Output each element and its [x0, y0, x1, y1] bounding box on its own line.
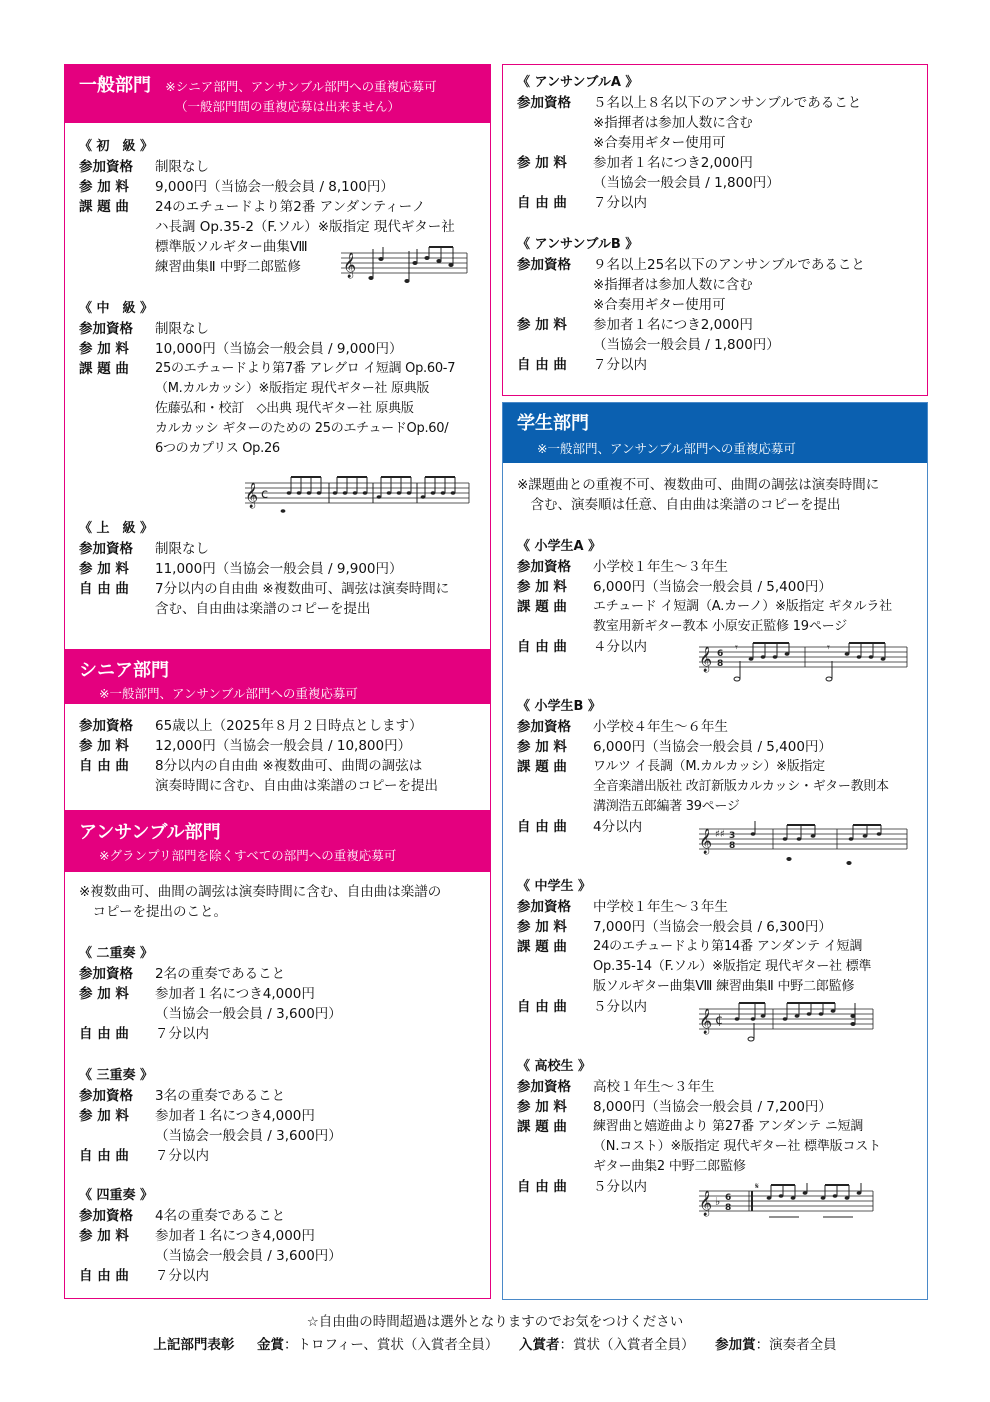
- level-name: 《 中 級 》: [79, 301, 154, 316]
- info-row: 参 加 料 6,000円（当協会一般会員 / 5,400円）: [517, 579, 832, 595]
- info-row: 参加資格 制限なし: [79, 159, 209, 175]
- ensemble-section: [64, 811, 491, 1299]
- info-row: 参 加 料 11,000円（当協会一般会員 / 9,900円）: [79, 561, 403, 577]
- ensemble-ab-section: [502, 64, 928, 396]
- svg-text:8: 8: [717, 659, 724, 669]
- group-trio: [79, 1066, 486, 1166]
- score-excerpt-icon: [699, 999, 879, 1047]
- footer-note: ☆自由曲の時間超過は選外となりますのでお気をつけください: [306, 1314, 684, 1330]
- info-row: 参 加 料 7,000円（当協会一般会員 / 6,300円）: [517, 919, 832, 935]
- score-excerpt-icon: [699, 1181, 879, 1227]
- award-line: [0, 1334, 990, 1356]
- info-row: 参 加 料 参加者１名につき2,000円 （当協会一般会員 / 1,800円）: [517, 317, 780, 353]
- info-row: 参加資格 小学校４年生～６年生: [517, 719, 728, 735]
- info-row: 参 加 料 参加者１名につき4,000円 （当協会一般会員 / 3,600円）: [79, 1228, 342, 1264]
- ensemble-intro: ※複数曲可、曲間の調弦は演奏時間に含む、自由曲は楽譜の コピーを提出のこと。: [79, 884, 442, 920]
- info-row: 課 題 曲 24のエチュードより第2番 アンダンティーノ ハ長調 Op.35-2（F.ソル）※版指定 現代ギター社 標準版ソルギター曲集Ⅷ 練習曲集Ⅱ 中野二郎監修: [79, 199, 455, 275]
- group-name: 《 四重奏 》: [79, 1188, 154, 1203]
- info-row: 参加資格 小学校１年生～３年生: [517, 559, 728, 575]
- level-advanced: [79, 519, 486, 619]
- ippan-note: ※シニア部門、アンサンブル部門への重複応募可: [165, 79, 437, 94]
- svg-text:3: 3: [729, 831, 736, 841]
- info-row: 自 由 曲 ５分以内: [517, 1179, 647, 1195]
- svg-text:♯♯: ♯♯: [715, 829, 725, 840]
- group-ensemble-b: [517, 235, 923, 375]
- group-high-school: [517, 1057, 923, 1197]
- group-ensemble-a: [517, 73, 923, 213]
- svg-text:c: c: [261, 487, 269, 502]
- group-name: 《 小学生A 》: [517, 539, 602, 554]
- info-row: 参 加 料 参加者１名につき2,000円 （当協会一般会員 / 1,800円）: [517, 155, 780, 191]
- ensemble-title: アンサンブル部門: [79, 822, 221, 843]
- svg-text:𝄞: 𝄞: [699, 829, 713, 854]
- info-row: 自 由 曲 ７分以内: [517, 357, 647, 373]
- svg-text:𝄞: 𝄞: [245, 483, 259, 508]
- info-row: 参加資格 高校１年生～３年生: [517, 1079, 715, 1095]
- score-excerpt-icon: [699, 819, 911, 871]
- ippan-section: [64, 64, 491, 650]
- svg-text:8: 8: [725, 1203, 732, 1213]
- student-intro: ※課題曲との重複不可、複数曲可、曲間の調弦は演奏時間に 含む、演奏順は任意、自由曲は楽譜のコピーを提出: [517, 477, 880, 513]
- info-row: 参加資格 4名の重奏であること: [79, 1208, 286, 1224]
- info-row: 自 由 曲 7分以内の自由曲 ※複数曲可、調弦は演奏時間に 含む、自由曲は楽譜のコピーを提出: [79, 581, 450, 617]
- info-row: 参加資格 65歳以上（2025年８月２日時点とします）: [79, 718, 423, 734]
- info-row: 課 題 曲 エチュード イ短調（A.カーノ）※版指定 ギタルラ社 教室用新ギター教本 小原安正監修 19ページ: [517, 599, 892, 634]
- info-row: 課 題 曲 24のエチュードより第14番 アンダンテ イ短調 Op.35-14（F.ソル）※版指定 現代ギター社 標準 版ソルギター曲集Ⅷ 練習曲集Ⅱ 中野二郎監修: [517, 939, 872, 994]
- info-row: 参加資格 ５名以上８名以下のアンサンブルであること ※指揮者は参加人数に含む ※合奏用ギター使用可: [517, 95, 862, 151]
- info-row: 参 加 料 参加者１名につき4,000円 （当協会一般会員 / 3,600円）: [79, 1108, 342, 1144]
- info-row: 参 加 料 9,000円（当協会一般会員 / 8,100円）: [79, 179, 394, 195]
- info-row: 自 由 曲 ７分以内: [79, 1026, 209, 1042]
- senior-info: [79, 716, 486, 796]
- ippan-note2: （一般部門間の重複応募は出来ません）: [175, 99, 401, 114]
- level-name: 《 初 級 》: [79, 139, 154, 154]
- group-name: 《 二重奏 》: [79, 946, 154, 961]
- group-quartet: [79, 1186, 486, 1286]
- score-excerpt-icon: [245, 471, 475, 517]
- student-note: ※一般部門、アンサンブル部門への重複応募可: [537, 441, 796, 456]
- senior-note: ※一般部門、アンサンブル部門への重複応募可: [99, 686, 358, 701]
- ippan-header: [65, 65, 490, 123]
- ensemble-note: ※グランプリ部門を除くすべての部門への重複応募可: [99, 848, 397, 863]
- score-excerpt-icon: [341, 245, 471, 291]
- svg-text:𝄞: 𝄞: [343, 253, 357, 278]
- info-row: 参 加 料 8,000円（当協会一般会員 / 7,200円）: [517, 1099, 832, 1115]
- info-row: 参加資格 2名の重奏であること: [79, 966, 286, 982]
- score-excerpt-icon: [699, 637, 911, 687]
- group-junior-high: [517, 877, 923, 1017]
- ensemble-header: [65, 812, 490, 872]
- svg-text:𝄞: 𝄞: [699, 1009, 713, 1034]
- info-row: 課 題 曲 25のエチュードより第7番 アレグロ イ短調 Op.60-7 （M.カルカッシ）※版指定 現代ギター社 原典版 佐藤弘和・校訂 ◇出典 現代ギター社 原典版 カルカッシ ギターのための 25のエチュードOp.60/ 6つのカプリス Op.26: [79, 361, 456, 456]
- group-name: 《 小学生B 》: [517, 699, 601, 714]
- info-row: 参加資格 中学校１年生～３年生: [517, 899, 728, 915]
- group-elementary-b: [517, 697, 923, 837]
- svg-text:𝄾: 𝄾: [735, 641, 738, 654]
- participation-value: ：演奏者全員: [755, 1337, 837, 1353]
- info-row: 参 加 料 10,000円（当協会一般会員 / 9,000円）: [79, 341, 403, 357]
- gold-label: 金賞: [257, 1337, 284, 1353]
- prize-label: 入賞者: [518, 1337, 560, 1353]
- group-name: 《 高校生 》: [517, 1059, 592, 1074]
- info-row: 参加資格 制限なし: [79, 541, 209, 557]
- senior-title: シニア部門: [79, 660, 169, 681]
- svg-text:𝄾: 𝄾: [827, 641, 830, 654]
- participation-label: 参加賞: [715, 1337, 756, 1353]
- info-row: 自 由 曲 ４分以内: [517, 639, 647, 655]
- info-row: 参 加 料 参加者１名につき4,000円 （当協会一般会員 / 3,600円）: [79, 986, 342, 1022]
- group-name: 《 アンサンブルA 》: [517, 75, 639, 90]
- student-title: 学生部門: [517, 413, 589, 434]
- svg-text:¢: ¢: [715, 1013, 724, 1028]
- info-row: 課 題 曲 練習曲と嬉遊曲より 第27番 アンダンテ ニ短調 （N.コスト）※版指定 現代ギター社 標準版コスト ギター曲集2 中野二郎監修: [517, 1119, 881, 1174]
- info-row: 参 加 料 6,000円（当協会一般会員 / 5,400円）: [517, 739, 832, 755]
- info-row: 自 由 曲 ７分以内: [517, 195, 647, 211]
- group-name: 《 アンサンブルB 》: [517, 237, 639, 252]
- info-row: 参加資格 ９名以上25名以下のアンサンブルであること ※指揮者は参加人数に含む ※合奏用ギター使用可: [517, 257, 865, 313]
- info-row: 自 由 曲 ５分以内: [517, 999, 647, 1015]
- svg-text:6: 6: [725, 1193, 732, 1203]
- award-head: 上記部門表彰: [153, 1337, 235, 1353]
- senior-section: [64, 649, 491, 811]
- info-row: 自 由 曲 4分以内: [517, 819, 643, 835]
- senior-header: [65, 650, 490, 704]
- level-intermediate: [79, 299, 486, 459]
- info-row: 参加資格 制限なし: [79, 321, 209, 337]
- student-header: [503, 403, 927, 463]
- ippan-title: 一般部門: [79, 75, 151, 96]
- svg-text:6: 6: [717, 649, 724, 659]
- level-name: 《 上 級 》: [79, 521, 154, 536]
- info-row: 自 由 曲 8分以内の自由曲 ※複数曲可、曲間の調弦は 演奏時間に含む、自由曲は楽譜のコピーを提出: [79, 758, 438, 794]
- svg-text:♭: ♭: [715, 1195, 721, 1208]
- group-name: 《 三重奏 》: [79, 1068, 154, 1083]
- info-row: 課 題 曲 ワルツ イ長調（M.カルカッシ）※版指定 全音楽譜出版社 改訂新版カルカッシ・ギター教則本 溝渕浩五郎編著 39ページ: [517, 759, 889, 814]
- info-row: 参加資格 3名の重奏であること: [79, 1088, 286, 1104]
- group-duo: [79, 944, 486, 1044]
- student-section: [502, 402, 928, 1300]
- gold-value: ：トロフィー、賞状（入賞者全員）: [284, 1337, 499, 1353]
- prize-value: ：賞状（入賞者全員）: [559, 1337, 695, 1353]
- group-name: 《 中学生 》: [517, 879, 592, 894]
- svg-text:𝄋: 𝄋: [755, 1182, 759, 1192]
- info-row: 参 加 料 12,000円（当協会一般会員 / 10,800円）: [79, 738, 412, 754]
- info-row: 自 由 曲 ７分以内: [79, 1148, 209, 1164]
- svg-text:𝄞: 𝄞: [699, 1191, 713, 1216]
- svg-text:8: 8: [729, 841, 736, 851]
- svg-text:𝄞: 𝄞: [699, 647, 713, 672]
- info-row: 自 由 曲 ７分以内: [79, 1268, 209, 1284]
